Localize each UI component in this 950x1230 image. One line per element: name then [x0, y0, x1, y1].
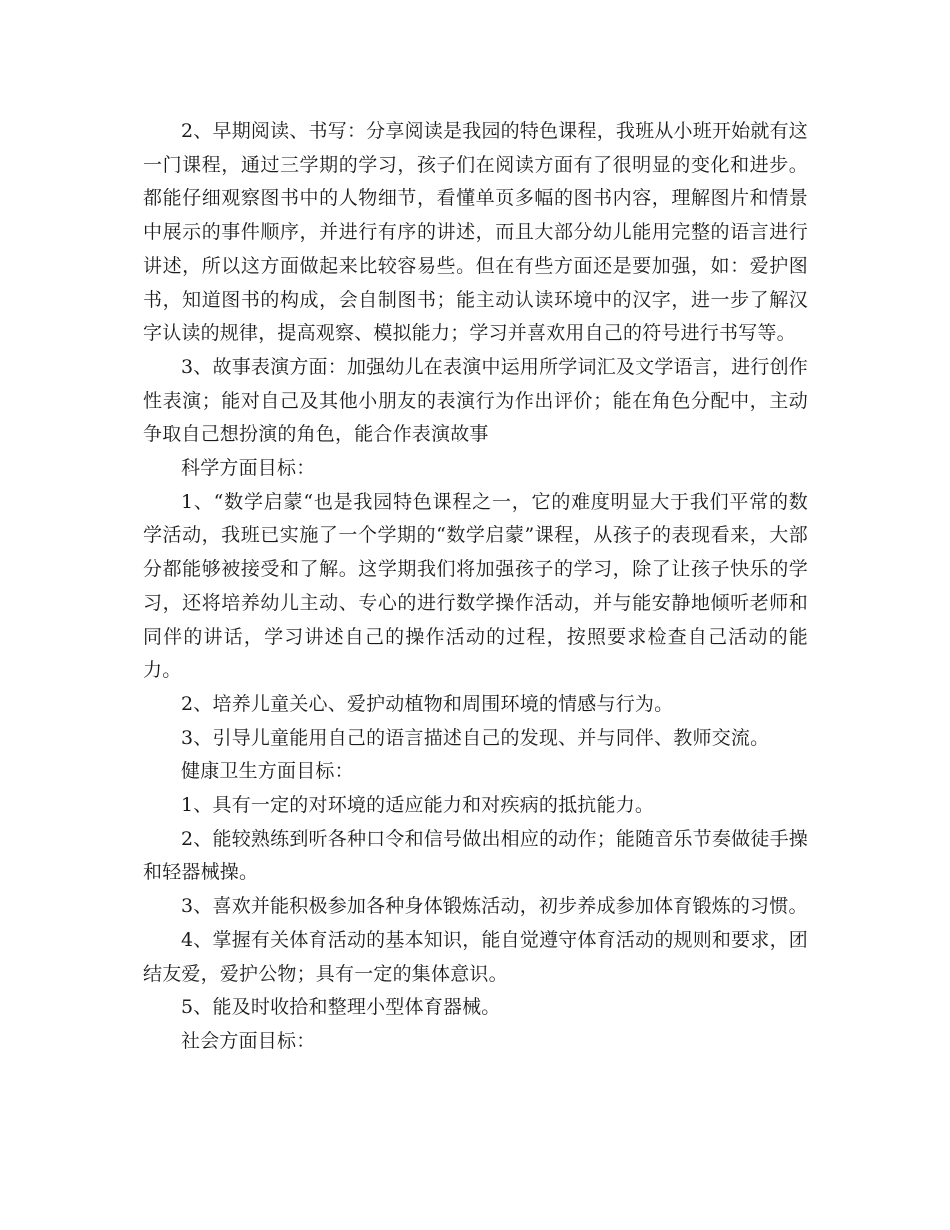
- paragraph-tidy-equipment: 5、能及时收拾和整理小型体育器械。: [181, 996, 501, 1019]
- paragraph-commands-exercise: 2、能较熟练到听各种口令和信号做出相应的动作；能随音乐节奏做徒手操和轻器械操。: [143, 827, 808, 884]
- paragraph-early-reading: 2、早期阅读、书写：分享阅读是我园的特色课程，我班从小班开始就有这一门课程，通过三学期的学习，孩子们在阅读方面有了很明显的变化和进步。都能仔细观察图书中的人物细节，看懂单页多幅的图书内容，理解图片和情景中展示的事件顺序，并进行有序的讲述，而且大部分幼儿能用完整的语言进行讲述，所以这方面做起来比较容易些。但在有些方面还是要加强，如：爱护图书，知道图书的构成，会自制图书；能主动认读环境中的汉字，进一步了解汉字认读的规律，提高观察、模拟能力；学习并喜欢用自己的符号进行书写等。: [143, 120, 808, 345]
- paragraph-describe-discoveries: 3、引导儿童能用自己的语言描述自己的发现、并与同伴、教师交流。: [181, 726, 770, 749]
- paragraph-sports-knowledge: 4、掌握有关体育活动的基本知识，能自觉遵守体育活动的规则和要求，团结友爱，爱护公物；具有一定的集体意识。: [143, 928, 808, 985]
- document-body: [143, 115, 808, 1059]
- paragraph-adaptability: 1、具有一定的对环境的适应能力和对疾病的抵抗能力。: [181, 794, 655, 817]
- paragraph-story-performance: 3、故事表演方面：加强幼儿在表演中运用所学词汇及文学语言，进行创作性表演；能对自己及其他小朋友的表演行为作出评价；能在角色分配中，主动争取自己想扮演的角色，能合作表演故事: [143, 355, 808, 446]
- paragraph-math-enlightenment: 1、“数学启蒙“也是我园特色课程之一，它的难度明显大于我们平常的数学活动，我班已实施了一个学期的“数学启蒙”课程，从孩子的表现看来，大部分都能够被接受和了解。这学期我们将加强孩子的学习，除了让孩子快乐的学习，还将培养幼儿主动、专心的进行数学操作活动，并与能安静地倾听老师和同伴的讲话，学习讲述自己的操作活动的过程，按照要求检查自己活动的能力。: [143, 490, 808, 682]
- heading-science-goals: 科学方面目标：: [181, 457, 316, 480]
- heading-health-goals: 健康卫生方面目标：: [181, 760, 354, 783]
- heading-social-goals: 社会方面目标：: [181, 1029, 316, 1052]
- paragraph-physical-activity: 3、喜欢并能积极参加各种身体锻炼活动，初步养成参加体育锻炼的习惯。: [181, 895, 808, 918]
- paragraph-care-for-nature: 2、培养儿童关心、爱护动植物和周围环境的情感与行为。: [181, 692, 674, 715]
